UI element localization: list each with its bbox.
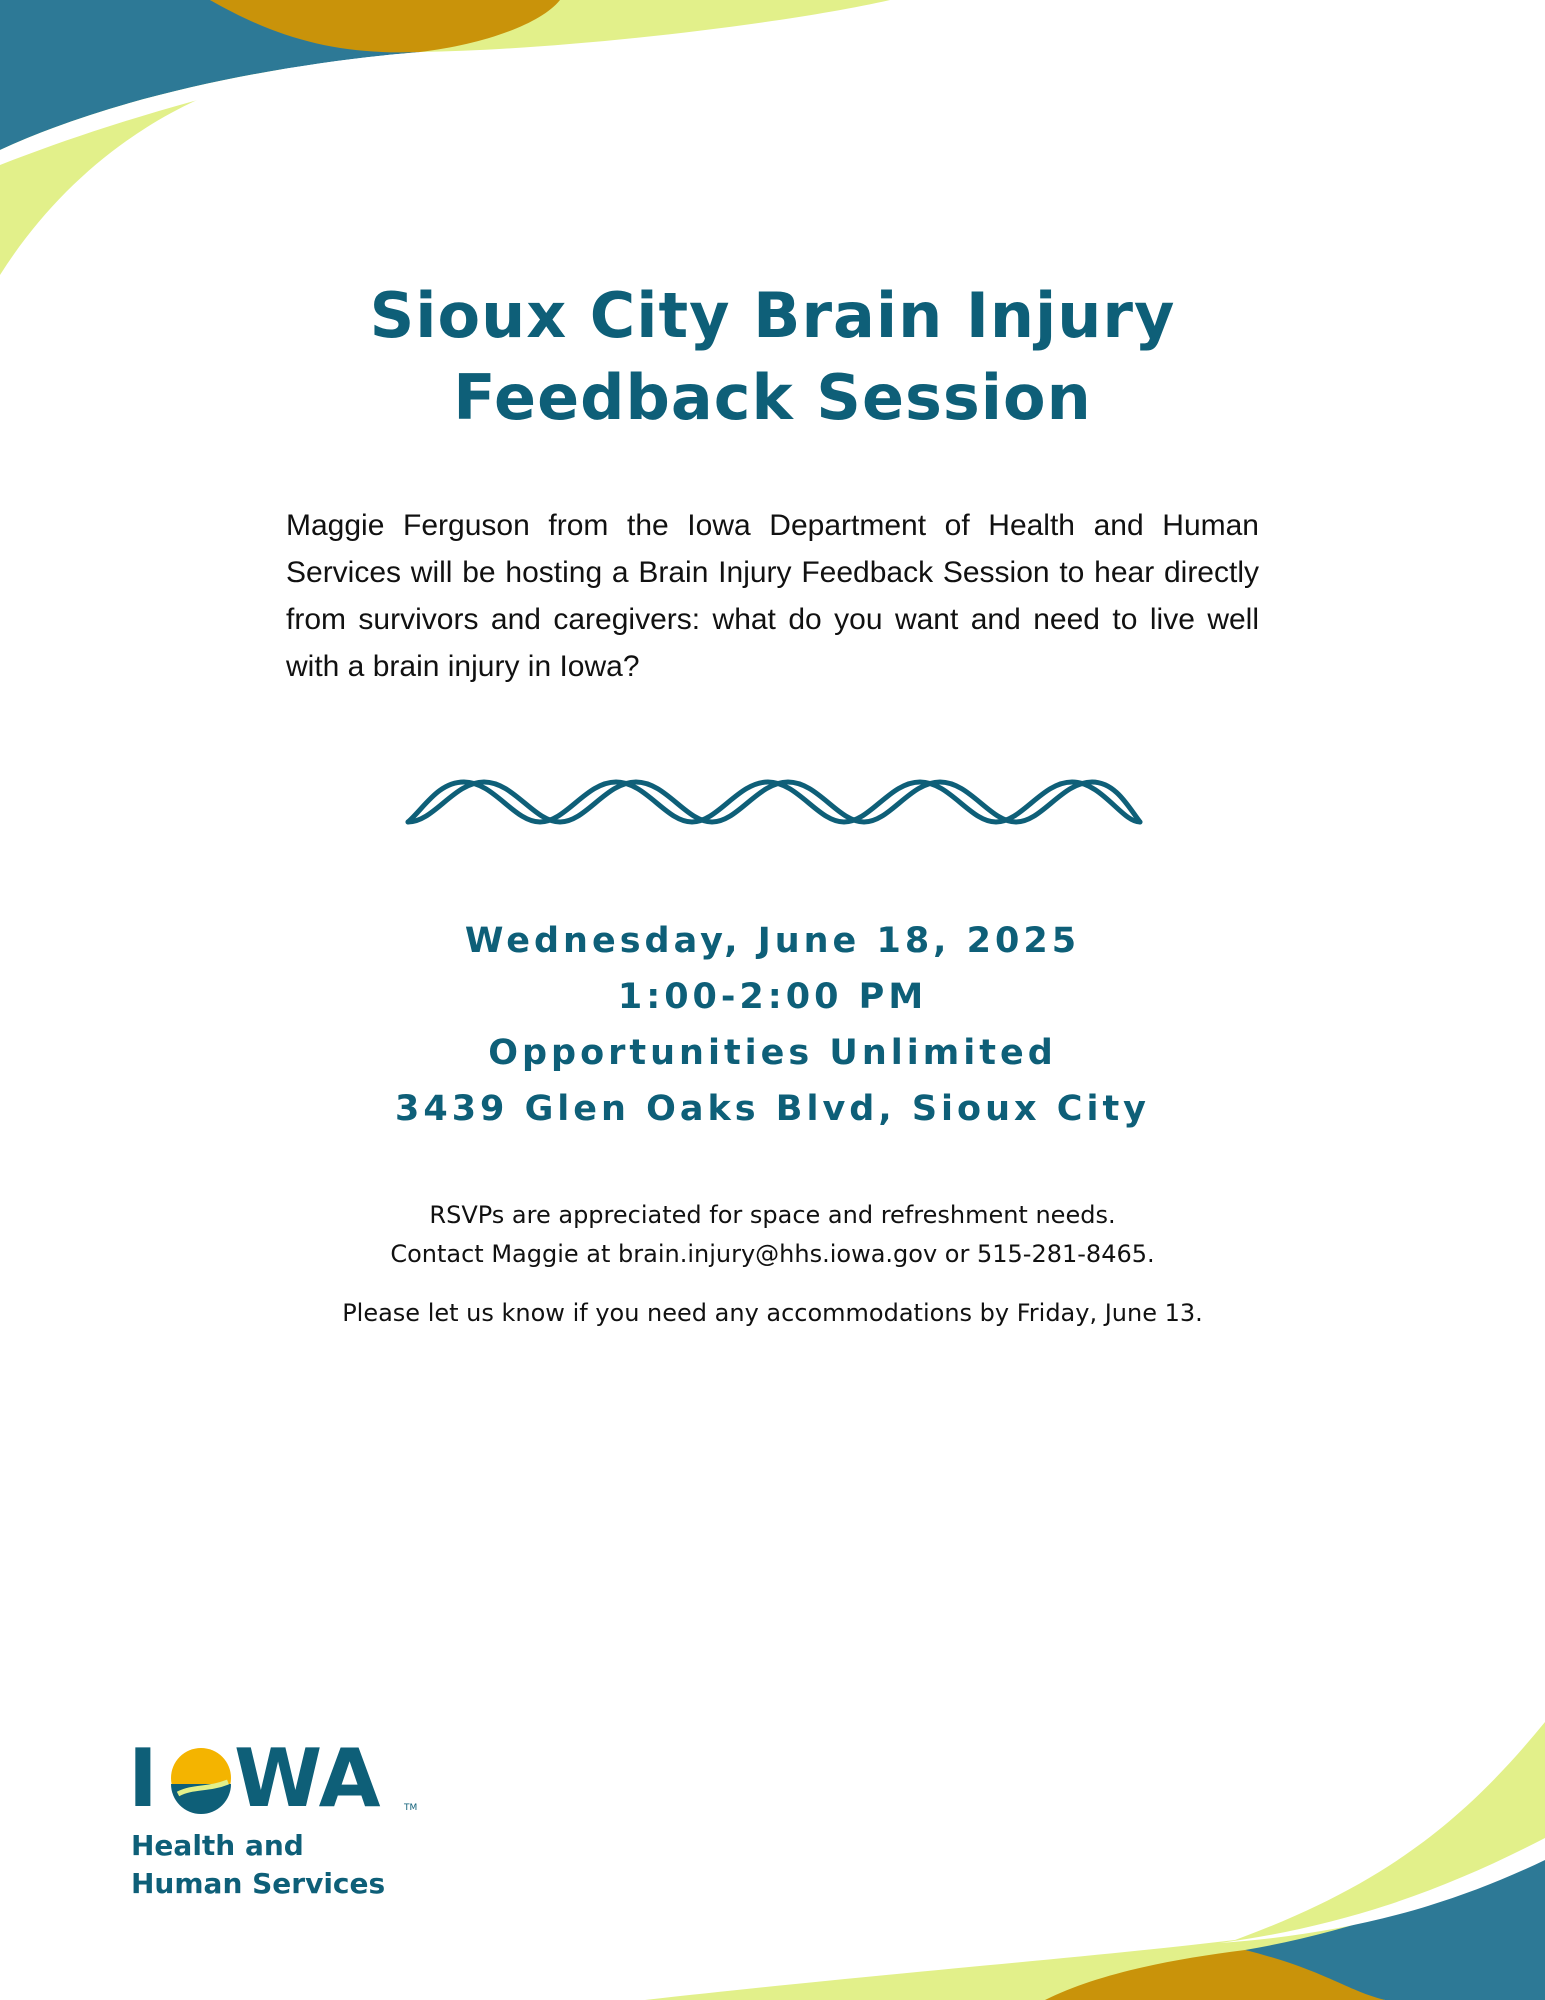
trademark-mark: TM xyxy=(404,1803,418,1813)
wave-divider xyxy=(404,778,1144,828)
rsvp-note: RSVPs are appreciated for space and refreshment needs. xyxy=(429,1201,1116,1229)
bottom-corner-swoosh xyxy=(645,1710,1545,2000)
event-venue: Opportunities Unlimited xyxy=(488,1033,1057,1073)
event-date: Wednesday, June 18, 2025 xyxy=(464,921,1081,961)
event-address: 3439 Glen Oaks Blvd, Sioux City xyxy=(394,1089,1150,1129)
logo-subtitle-line-2: Human Services xyxy=(131,1867,386,1900)
logo-letter-i: I xyxy=(128,1738,158,1818)
iowa-hhs-logo xyxy=(128,1738,428,1818)
sun-road-icon xyxy=(171,1748,231,1814)
intro-paragraph: Maggie Ferguson from the Iowa Department of Health and Human Services will be hosting a Brain Injury Feedback Session to hear directly from survivors and caregivers: what do you want and need to live well with a brain injury in Iowa? xyxy=(286,509,1259,683)
event-time: 1:00-2:00 PM xyxy=(617,977,928,1017)
event-details xyxy=(0,913,1545,1137)
contact-note: Contact Maggie at brain.injury@hhs.iowa.gov or 515-281-8465. xyxy=(390,1240,1155,1268)
top-corner-swoosh xyxy=(0,0,900,290)
logo-subtitle xyxy=(131,1827,385,1903)
title-line-2: Feedback Session xyxy=(453,361,1092,434)
logo-subtitle-line-1: Health and xyxy=(131,1829,304,1862)
flyer-title xyxy=(0,275,1545,439)
accommodations-note: Please let us know if you need any accommodations by Friday, June 13. xyxy=(342,1299,1203,1327)
rsvp-notes xyxy=(0,1196,1545,1353)
title-line-1: Sioux City Brain Injury xyxy=(369,279,1176,352)
logo-letters-wa: WA xyxy=(234,1738,381,1818)
